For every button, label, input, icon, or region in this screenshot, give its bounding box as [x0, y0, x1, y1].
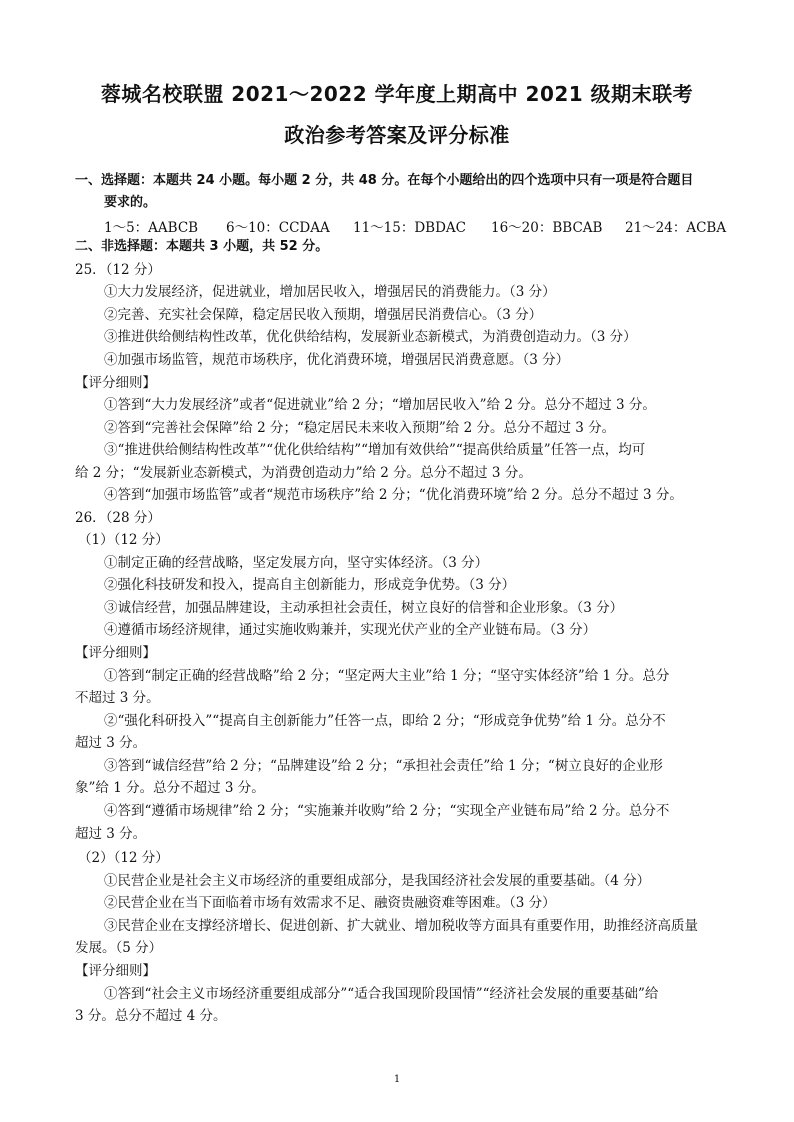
answer-group: 1～5：AABCB	[104, 220, 199, 236]
rubric-line: 超过 3 分。	[75, 735, 147, 751]
section1-heading-cont: 要求的。	[104, 195, 157, 210]
page-number: 1	[393, 1074, 401, 1085]
rubric-line: ①答到“社会主义市场经济重要组成部分”“适合我国现阶段国情”“经济社会发展的重要基础”给	[104, 986, 659, 1002]
answer-point: ③推进供给侧结构性改革，优化供给结构，发展新业态新模式，为消费创造动力。（3 分）	[104, 329, 637, 345]
section2-heading: 二、非选择题：本题共 3 小题，共 52 分。	[75, 239, 329, 254]
rubric-line: ①答到“制定正确的经营战略”给 2 分；“坚定两大主业”给 1 分；“坚守实体经济”给 1 分。总分	[104, 668, 670, 684]
rubric-title: 【评分细则】	[75, 645, 156, 661]
answer-group: 11～15：DBDAC	[353, 220, 467, 236]
rubric-title: 【评分细则】	[75, 963, 156, 979]
rubric-title: 【评分细则】	[75, 375, 156, 391]
rubric-line: ③“推进供给侧结构性改革”“优化供给结构”“增加有效供给”“提高供给质量”任答一点，均可	[104, 442, 646, 458]
rubric-line: ④答到“加强市场监管”或者“规范市场秩序”给 2 分；“优化消费环境”给 2 分。总分不超过 3 分。	[104, 487, 683, 503]
answer-group: 21～24：ACBA	[625, 220, 727, 236]
rubric-line: 不超过 3 分。	[75, 690, 160, 706]
rubric-line: ①答到“大力发展经济”或者“促进就业”给 2 分；“增加居民收入”给 2 分。总分不超过 3 分。	[104, 397, 656, 413]
answer-point: 发展。（5 分）	[75, 940, 163, 956]
answer-point: ④加强市场监管，规范市场秩序，优化消费环境，增强居民消费意愿。（3 分）	[104, 352, 570, 368]
answer-point: ③民营企业在支撑经济增长、促进创新、扩大就业、增加税收等方面具有重要作用，助推经济高质量	[104, 918, 698, 934]
rubric-line: ③答到“诚信经营”给 2 分；“品牌建设”给 2 分；“承担社会责任”给 1 分；“树立良好的企业形	[104, 758, 663, 774]
rubric-line: ②答到“完善社会保障”给 2 分；“稳定居民未来收入预期”给 2 分。总分不超过 3 分。	[104, 420, 616, 436]
document-subtitle: 政治参考答案及评分标准	[284, 123, 510, 147]
answer-point: ②民营企业在当下面临着市场有效需求不足、融资贵融资难等困难。（3 分）	[104, 895, 556, 911]
rubric-line: 超过 3 分。	[75, 826, 147, 842]
answer-group: 6～10：CCDAA	[226, 220, 330, 236]
rubric-line: ④答到“遵循市场规律”给 2 分；“实施兼并收购”给 2 分；“实现全产业链布局”给 2 分。总分不	[104, 803, 670, 819]
answer-point: ①制定正确的经营战略，坚定发展方向，坚守实体经济。（3 分）	[104, 555, 489, 571]
answer-point: ②强化科技研发和投入，提高自主创新能力，形成竞争优势。（3 分）	[104, 577, 516, 593]
document-title: 蓉城名校联盟 2021～2022 学年度上期高中 2021 级期末联考	[100, 82, 694, 106]
question-header: 26．（28 分）	[75, 510, 161, 526]
section1-heading: 一、选择题：本题共 24 小题。每小题 2 分，共 48 分。在每个小题给出的四个选项中只有一项是符合题目	[75, 173, 694, 188]
answer-point: ②完善、充实社会保障，稳定居民收入预期，增强居民消费信心。（3 分）	[104, 307, 543, 323]
answer-point: ①民营企业是社会主义市场经济的重要组成部分，是我国经济社会发展的重要基础。（4 分）	[104, 873, 651, 889]
rubric-line: 3 分。总分不超过 4 分。	[75, 1008, 227, 1024]
answer-point: ④遵循市场经济规律，通过实施收购兼并，实现光伏产业的全产业链布局。（3 分）	[104, 622, 597, 638]
rubric-line: ②“强化科研投入”“提高自主创新能力”任答一点，即给 2 分；“形成竞争优势”给 1 分。总分不	[104, 713, 666, 729]
answer-point: ①大力发展经济，促进就业，增加居民收入，增强居民的消费能力。（3 分）	[104, 284, 556, 300]
subquestion-header: （1）（12 分）	[78, 532, 169, 548]
rubric-line: 给 2 分；“发展新业态新模式，为消费创造动力”给 2 分。总分不超过 3 分。	[75, 465, 532, 481]
subquestion-header: （2）（12 分）	[78, 850, 169, 866]
answer-point: ③诚信经营，加强品牌建设，主动承担社会责任，树立良好的信誉和企业形象。（3 分）	[104, 600, 624, 616]
rubric-line: 象”给 1 分。总分不超过 3 分。	[75, 780, 265, 796]
question-header: 25．（12 分）	[75, 262, 161, 278]
answer-group: 16～20：BBCAB	[491, 220, 603, 236]
